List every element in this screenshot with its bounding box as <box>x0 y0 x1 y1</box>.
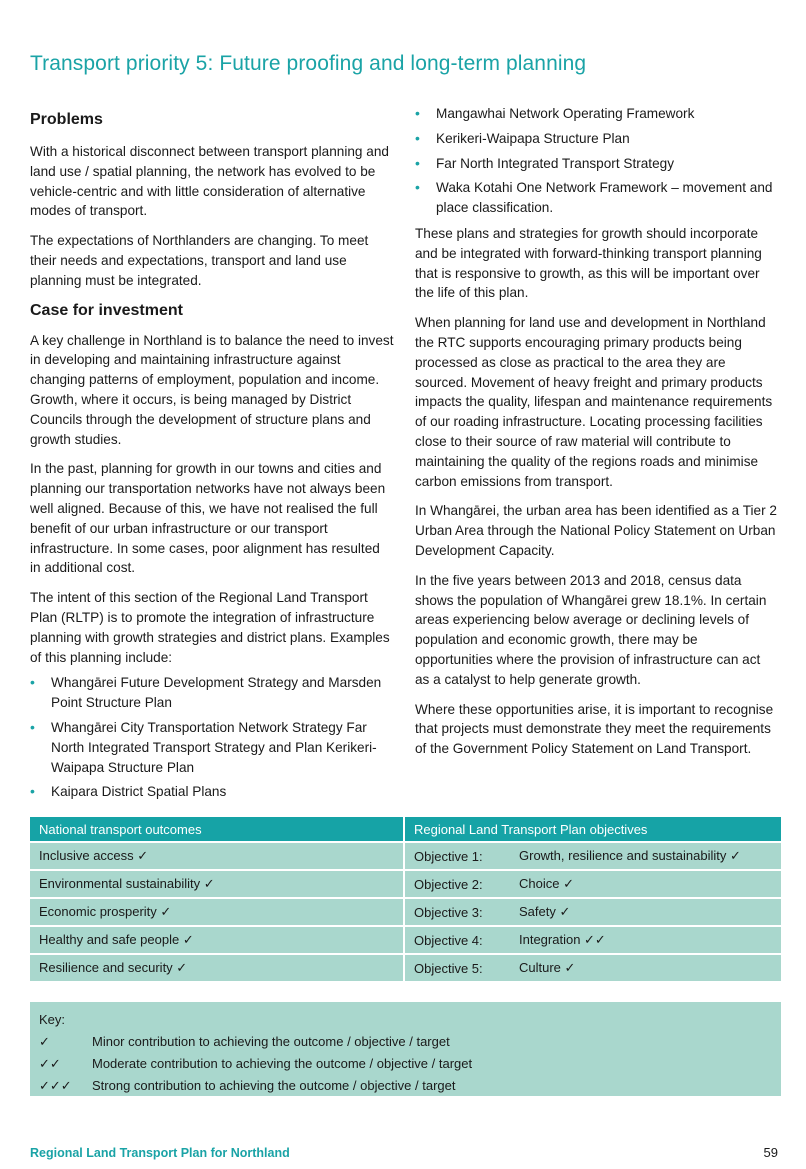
left-bullet-list <box>30 673 394 802</box>
outcome-cell: Resilience and security ✓ <box>30 955 403 983</box>
right-bullet-list <box>415 104 777 218</box>
outcome-cell: Environmental sustainability ✓ <box>30 871 403 899</box>
objective-cell: Objective 5: Culture ✓ <box>405 955 781 983</box>
list-item: • Kerikeri-Waipapa Structure Plan <box>415 129 777 149</box>
table-row <box>30 927 781 955</box>
right-paragraph-4: In the five years between 2013 and 2018, census data shows the population of Whangārei grew 18.1%. In certain areas experiencing below average or declining levels of population and economic growth, there may be opportunities where the provision of infrastructure can act as a catalyst to help generate growth. <box>415 572 767 687</box>
right-paragraph-5: Where these opportunities arise, it is important to recognise that projects must demonstrate they meet the requirements of the Government Policy Statement on Land Transport. <box>415 701 774 757</box>
objective-cell: Objective 3: Safety ✓ <box>405 899 781 927</box>
table-header-row <box>30 817 781 843</box>
case-paragraph-2: In the past, planning for growth in our towns and cities and planning our transportation networks have not always been well aligned. Because of this, we have not realised the full benefit of our urban infrastructure or our transport infrastructure. In some cases, poor alignment has resulted in additional cost. <box>30 461 386 576</box>
bullet-icon: • <box>415 105 420 121</box>
table-header-objectives: Regional Land Transport Plan objectives <box>405 817 781 843</box>
objective-cell: Objective 4: Integration ✓✓ <box>405 927 781 955</box>
problems-paragraph-2: The expectations of Northlanders are changing. To meet their needs and expectations, transport and land use planning must be integrated. <box>30 233 369 288</box>
outcomes-objectives-table <box>30 817 781 983</box>
check-icon: ✓ <box>39 1034 50 1049</box>
table-row <box>30 871 781 899</box>
page-title: Transport priority 5: Future proofing and long-term planning <box>30 52 587 75</box>
case-paragraph-1: A key challenge in Northland is to balance the need to invest in developing and maintaining infrastructure against changing patterns of employment, population and income. Growth, where it occurs, is being managed by District Councils through the development of structure plans and growth studies. <box>30 332 394 447</box>
table-row <box>30 955 781 983</box>
double-check-icon: ✓✓ <box>39 1056 61 1071</box>
bullet-icon: • <box>415 179 420 196</box>
objective-cell: Objective 2: Choice ✓ <box>405 871 781 899</box>
left-column <box>30 104 394 810</box>
key-row: ✓ Minor contribution to achieving the outcome / objective / target <box>39 1031 772 1053</box>
outcome-cell: Economic prosperity ✓ <box>30 899 403 927</box>
outcome-cell: Inclusive access ✓ <box>30 843 403 871</box>
problems-heading: Problems <box>30 111 103 128</box>
right-paragraph-2: When planning for land use and development in Northland the RTC supports encouraging primary products being processed as close as practical to the area they are sourced. Movement of heavy freight and primary products impacts the quality, lifespan and maintenance requirements of our roading infrastructure. Locating processing facilities close to their source of raw material will contribute to maintaining the quality of the regions roads and minimise carbon emissions from transport. <box>415 315 773 489</box>
table-row <box>30 899 781 927</box>
right-paragraph-3: In Whangārei, the urban area has been identified as a Tier 2 Urban Area through the National Policy Statement on Urban Development Capacity. <box>415 503 777 558</box>
key-row: ✓✓ Moderate contribution to achieving the outcome / objective / target <box>39 1053 772 1075</box>
objective-cell: Objective 1: Growth, resilience and sustainability ✓ <box>405 843 781 871</box>
list-item: • Waka Kotahi One Network Framework – movement and place classification. <box>415 179 773 216</box>
right-column <box>415 104 777 769</box>
list-item: • Far North Integrated Transport Strategy <box>415 154 777 174</box>
footer-title: Regional Land Transport Plan for Northland <box>30 1146 290 1160</box>
bullet-icon: • <box>30 718 35 735</box>
list-item: • Mangawhai Network Operating Framework <box>415 104 777 124</box>
case-paragraph-3: The intent of this section of the Regional Land Transport Plan (RLTP) is to promote the integration of infrastructure planning with growth strategies and district plans. Examples of this planning include: <box>30 590 390 665</box>
table-row <box>30 843 781 871</box>
problems-paragraph-1: With a historical disconnect between transport planning and land use / spatial planning, the network has evolved to be vehicle-centric and with little consideration of alternative modes of transport. <box>30 144 389 219</box>
outcome-cell: Healthy and safe people ✓ <box>30 927 403 955</box>
bullet-icon: • <box>415 129 420 146</box>
key-box <box>30 1002 781 1096</box>
list-item: • Whangārei Future Development Strategy and Marsden Point Structure Plan <box>30 674 382 711</box>
case-heading: Case for investment <box>30 301 183 319</box>
right-paragraph-1: These plans and strategies for growth should incorporate and be integrated with forward-thinking transport planning that is responsive to growth, as this will be important over the life of this plan. <box>415 225 762 301</box>
table-header-outcomes: National transport outcomes <box>30 817 403 843</box>
key-row: ✓✓✓ Strong contribution to achieving the outcome / objective / target <box>39 1075 772 1097</box>
list-item: • Whangārei City Transportation Network Strategy Far North Integrated Transport Strategy and Plan Kerikeri-Waipapa Structure Plan <box>30 718 377 775</box>
triple-check-icon: ✓✓✓ <box>39 1078 72 1093</box>
bullet-icon: • <box>30 783 35 800</box>
bullet-icon: • <box>415 154 420 171</box>
page-number: 59 <box>763 1145 778 1160</box>
key-label: Key: <box>39 1012 66 1027</box>
bullet-icon: • <box>30 674 35 691</box>
list-item: • Kaipara District Spatial Plans <box>30 782 394 802</box>
